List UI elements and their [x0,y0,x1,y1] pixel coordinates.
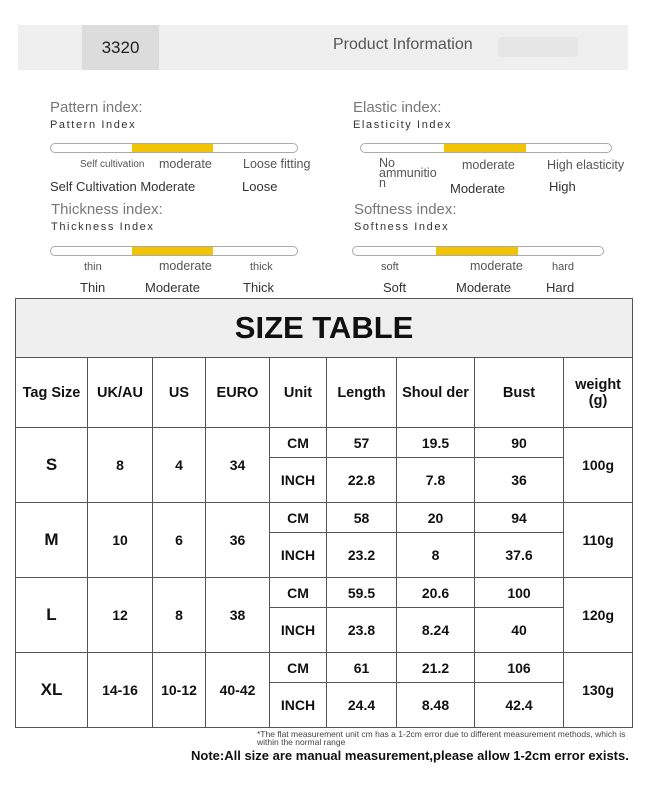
thickness-label-left: thin [84,261,102,273]
weight-cell: 100g [564,428,633,503]
thickness-index [51,201,321,233]
table-row [16,578,633,608]
unit-cell: CM [270,503,327,533]
pattern-index-title: Pattern index: [50,99,143,116]
thickness-index-subtitle: Thickness Index [51,221,155,233]
table-row [16,428,633,458]
length-cell: 24.4 [327,683,397,728]
thickness-bar-fill [132,247,213,255]
pattern-label-left: Self cultivation [80,159,145,170]
product-info-header [18,25,628,70]
pattern-bar-fill [132,144,213,152]
bust-cell: 36 [475,458,564,503]
unit-cell: INCH [270,683,327,728]
unit-cell: CM [270,578,327,608]
elastic-label-right: High elasticity [547,158,625,172]
euro-cell: 38 [206,578,270,653]
pattern-en-left: Self Cultivation Moderate [50,179,196,194]
tag-size-cell: XL [16,653,88,728]
length-cell: 57 [327,428,397,458]
header-shoulder: Shoul der [397,358,475,428]
softness-label-left: soft [381,261,399,273]
length-cell: 23.2 [327,533,397,578]
length-cell: 59.5 [327,578,397,608]
pattern-label-right: Loose fitting [243,157,311,171]
header-unit: Unit [270,358,327,428]
header-weight: weight (g) [564,358,633,428]
softness-en-left: Soft [383,280,407,295]
softness-en-mid: Moderate [456,280,511,295]
length-cell: 58 [327,503,397,533]
thickness-label-mid: moderate [159,259,212,273]
weight-cell: 120g [564,578,633,653]
weight-cell: 110g [564,503,633,578]
uk-au-cell: 14-16 [88,653,153,728]
shoulder-cell: 8.48 [397,683,475,728]
shoulder-cell: 21.2 [397,653,475,683]
shoulder-cell: 20.6 [397,578,475,608]
unit-cell: CM [270,653,327,683]
weight-cell: 130g [564,653,633,728]
elastic-index-subtitle: Elasticity Index [353,119,452,131]
unit-cell: INCH [270,608,327,653]
size-table-header-row [16,358,633,428]
measurement-note: Note:All size are manual measurement,please allow 1-2cm error exists. [191,748,629,763]
header-length: Length [327,358,397,428]
shoulder-cell: 19.5 [397,428,475,458]
elastic-label-left: No ammunitio n [379,156,437,190]
elastic-bar-fill [444,144,527,152]
pattern-index-subtitle: Pattern Index [50,119,137,131]
header-euro: EURO [206,358,270,428]
softness-label-mid: moderate [470,259,523,273]
us-cell: 6 [153,503,206,578]
pattern-en-right: Loose [242,179,278,194]
header-title: Product Information [333,36,473,53]
shoulder-cell: 8 [397,533,475,578]
euro-cell: 36 [206,503,270,578]
tag-size-cell: M [16,503,88,578]
length-cell: 22.8 [327,458,397,503]
elastic-label-mid: moderate [462,158,515,172]
bust-cell: 94 [475,503,564,533]
header-smudge [498,37,578,57]
euro-cell: 40-42 [206,653,270,728]
softness-index-subtitle: Softness Index [354,221,450,233]
shoulder-cell: 8.24 [397,608,475,653]
bust-cell: 90 [475,428,564,458]
euro-cell: 34 [206,428,270,503]
length-cell: 61 [327,653,397,683]
softness-bar [352,246,604,256]
uk-au-cell: 8 [88,428,153,503]
header-uk-au: UK/AU [88,358,153,428]
softness-index [354,201,624,233]
uk-au-cell: 12 [88,578,153,653]
tag-size-cell: L [16,578,88,653]
header-bust: Bust [475,358,564,428]
elastic-index-title: Elastic index: [353,99,442,116]
size-table [15,298,633,728]
thickness-index-title: Thickness index: [51,201,163,218]
pattern-bar [50,143,298,153]
elastic-en-mid: Moderate [450,181,505,196]
thickness-label-right: thick [250,261,273,273]
bust-cell: 100 [475,578,564,608]
us-cell: 8 [153,578,206,653]
softness-label-right: hard [552,261,575,273]
product-code: 3320 [82,25,159,70]
size-table-title: SIZE TABLE [16,299,633,358]
bust-cell: 106 [475,653,564,683]
thickness-en-right: Thick [243,280,275,295]
shoulder-cell: 7.8 [397,458,475,503]
table-row [16,503,633,533]
tag-size-cell: S [16,428,88,503]
header-us: US [153,358,206,428]
thickness-bar [50,246,298,256]
thickness-en-mid: Moderate [145,280,200,295]
pattern-label-mid: moderate [159,157,212,171]
measurement-footnote: *The flat measurement unit cm has a 1-2cm error due to different measurement methods, which is within the normal range [257,729,626,747]
shoulder-cell: 20 [397,503,475,533]
length-cell: 23.8 [327,608,397,653]
us-cell: 10-12 [153,653,206,728]
elastic-en-right: High [549,179,576,194]
bust-cell: 42.4 [475,683,564,728]
bust-cell: 40 [475,608,564,653]
thickness-en-left: Thin [80,280,106,295]
elastic-index [353,99,623,131]
softness-index-title: Softness index: [354,201,457,218]
elastic-bar [360,143,612,153]
unit-cell: CM [270,428,327,458]
unit-cell: INCH [270,458,327,503]
us-cell: 4 [153,428,206,503]
bust-cell: 37.6 [475,533,564,578]
unit-cell: INCH [270,533,327,578]
table-row [16,653,633,683]
softness-en-right: Hard [546,280,575,295]
pattern-index [50,99,320,131]
softness-bar-fill [436,247,519,255]
header-tag-size: Tag Size [16,358,88,428]
uk-au-cell: 10 [88,503,153,578]
